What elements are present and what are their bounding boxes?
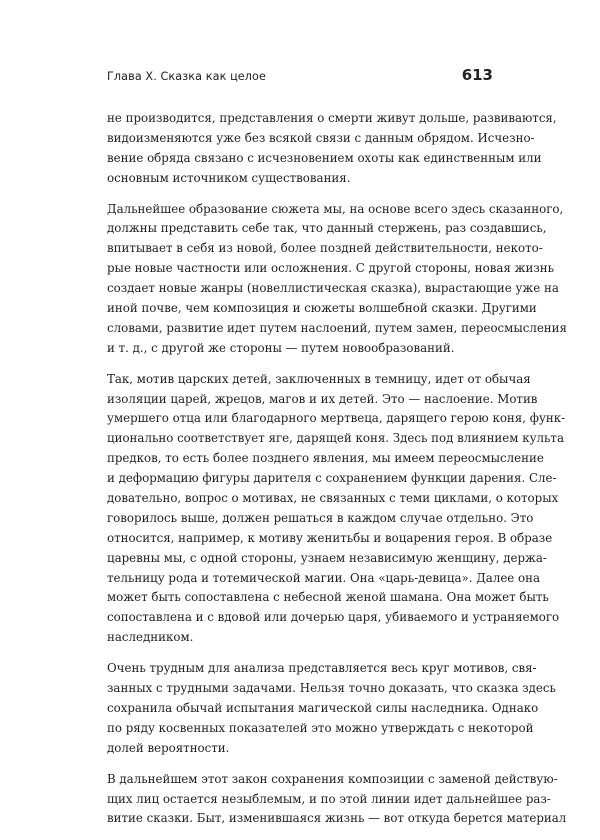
text-line: словами, развитие идет путем наслоений, путем замен, переосмысления bbox=[107, 320, 567, 335]
text-line: создает новые жанры (новеллистическая сказка), вырастающие уже на bbox=[107, 281, 559, 296]
text-line: В дальнейшем этот закон сохранения композиции с заменой действую- bbox=[107, 771, 558, 786]
text-line: относится, например, к мотиву женитьбы и воцарения героя. В образе bbox=[107, 530, 553, 545]
text-line: впитывает в себя из новой, более поздней действительности, некото- bbox=[107, 241, 543, 256]
paragraph bbox=[107, 770, 567, 830]
text-line: сопоставлена и с вдовой или дочерью царя, убиваемого и устраняемого bbox=[107, 610, 560, 625]
text-line: может быть сопоставлена с небесной женой шамана. Она может быть bbox=[107, 590, 549, 605]
text-line: занных с трудными задачами. Нельзя точно доказать, что сказка здесь bbox=[107, 681, 556, 696]
text-line: основным источником существования. bbox=[107, 170, 351, 185]
text-line: видоизменяются уже без всякой связи с данным обрядом. Исчезно- bbox=[107, 130, 535, 145]
text-line: умершего отца или благодарного мертвеца, дарящего герою коня, функ- bbox=[107, 411, 566, 426]
text-line: иной почве, чем композиция и сюжеты волшебной сказки. Другими bbox=[107, 301, 537, 316]
paragraph bbox=[107, 370, 566, 648]
text-line: изоляции царей, жрецов, магов и их детей. Это — наслоение. Мотив bbox=[107, 391, 538, 406]
text-line: наследником. bbox=[107, 630, 194, 645]
paragraph bbox=[107, 659, 556, 758]
paragraph bbox=[107, 200, 567, 359]
text-line: долей вероятности. bbox=[107, 740, 230, 755]
text-line: рые новые частности или осложнения. С другой стороны, новая жизнь bbox=[107, 261, 555, 276]
text-line: вение обряда связано с исчезновением охоты как единственным или bbox=[107, 150, 542, 165]
text-line: Дальнейшее образование сюжета мы, на основе всего здесь сказанного, bbox=[107, 201, 564, 216]
text-line: тельницу рода и тотемической магии. Она «царь-девица». Далее она bbox=[107, 570, 541, 585]
text-line: предков, то есть более позднего явления, мы имеем переосмысление bbox=[107, 451, 544, 466]
text-line: витие сказки. Быт, изменившаяся жизнь — вот откуда берется материал bbox=[107, 811, 567, 826]
body-text bbox=[107, 109, 567, 840]
text-line: Так, мотив царских детей, заключенных в темницу, идет от обычая bbox=[107, 371, 531, 386]
chapter-title: Глава X. Сказка как целое bbox=[107, 70, 266, 83]
running-head bbox=[107, 64, 493, 88]
text-line: Очень трудным для анализа представляется весь круг мотивов, свя- bbox=[107, 661, 537, 676]
text-line: царевны мы, с одной стороны, узнаем независимую женщину, держа- bbox=[107, 550, 547, 565]
text-line: сохранила обычай испытания магической силы наследника. Однако bbox=[107, 700, 539, 715]
paragraph bbox=[107, 109, 557, 189]
text-line: ционально соответствует яге, дарящей коня. Здесь под влиянием культа bbox=[107, 431, 564, 446]
text-line: довательно, вопрос о мотивах, не связанных с теми циклами, о которых bbox=[107, 491, 559, 506]
text-line: не производится, представления о смерти живут дольше, развиваются, bbox=[107, 111, 557, 125]
text-line: должны представить себе так, что данный стержень, раз создавшись, bbox=[107, 221, 547, 236]
text-line: говорилось выше, должен решаться в каждом случае отдельно. Это bbox=[107, 510, 534, 525]
page-number: 613 bbox=[461, 66, 493, 84]
text-line: и т. д., с другой же стороны — путем новообразований. bbox=[107, 340, 455, 355]
text-line: и деформацию фигуры дарителя с сохранением функции дарения. Сле- bbox=[107, 471, 557, 486]
text-line: по ряду косвенных показателей это можно утверждать с некоторой bbox=[107, 720, 534, 735]
text-line: щих лиц остается незыблемым, и по этой линии идет дальнейшее раз- bbox=[107, 791, 551, 806]
